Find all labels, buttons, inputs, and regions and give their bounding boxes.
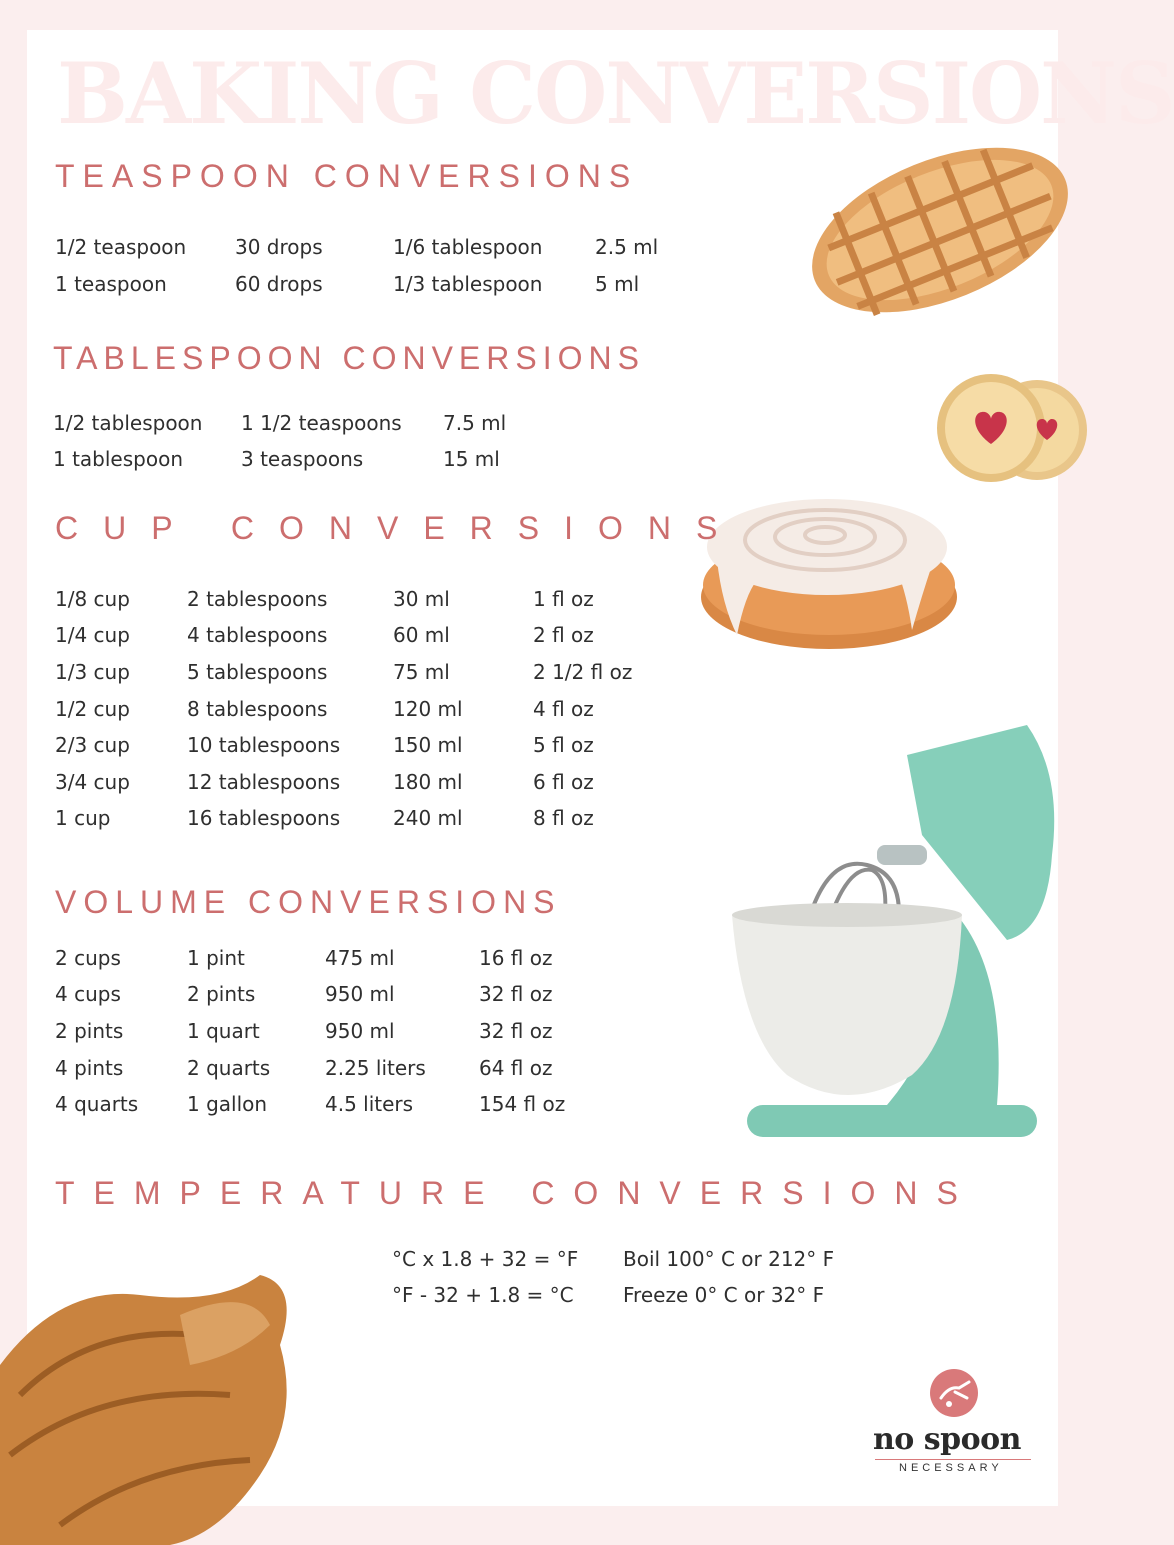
cup-cell: 5 tablespoons <box>187 660 328 684</box>
volume-cell: 2 quarts <box>187 1056 271 1080</box>
teaspoon-heading: TEASPOON CONVERSIONS <box>55 158 639 194</box>
cup-cell: 2/3 cup <box>55 733 130 757</box>
watermark-title: BAKING CONVERSIONS <box>57 44 1174 143</box>
cup-cell: 8 fl oz <box>533 806 594 830</box>
cup-cell: 3/4 cup <box>55 770 130 794</box>
volume-cell: 2.25 liters <box>325 1056 426 1080</box>
tablespoon-cell: 1 tablespoon <box>53 447 183 471</box>
cup-cell: 4 tablespoons <box>187 623 328 647</box>
logo-divider <box>875 1459 1031 1460</box>
volume-cell: 475 ml <box>325 946 395 970</box>
stand-mixer-illustration <box>707 715 1062 1145</box>
cup-cell: 180 ml <box>393 770 463 794</box>
volume-cell: 4 quarts <box>55 1092 139 1116</box>
cup-cell: 5 fl oz <box>533 733 594 757</box>
cup-cell: 150 ml <box>393 733 463 757</box>
teaspoon-cell: 1 teaspoon <box>55 272 167 296</box>
cup-cell: 2 tablespoons <box>187 587 328 611</box>
cup-cell: 2 1/2 fl oz <box>533 660 633 684</box>
teaspoon-cell: 60 drops <box>235 272 323 296</box>
volume-cell: 32 fl oz <box>479 1019 553 1043</box>
cup-cell: 4 fl oz <box>533 697 594 721</box>
tablespoon-cell: 3 teaspoons <box>241 447 364 471</box>
cup-cell: 12 tablespoons <box>187 770 341 794</box>
volume-cell: 950 ml <box>325 982 395 1006</box>
teaspoon-cell: 1/2 teaspoon <box>55 235 187 259</box>
temperature-cell: °F - 32 + 1.8 = °C <box>392 1283 574 1307</box>
croissant-illustration <box>0 1245 330 1545</box>
volume-cell: 1 quart <box>187 1019 260 1043</box>
tablespoon-heading: TABLESPOON CONVERSIONS <box>53 340 645 376</box>
volume-heading: VOLUME CONVERSIONS <box>55 884 562 920</box>
teaspoon-cell: 30 drops <box>235 235 323 259</box>
volume-cell: 32 fl oz <box>479 982 553 1006</box>
teaspoon-cell: 1/3 tablespoon <box>393 272 543 296</box>
temperature-cell: Boil 100° C or 212° F <box>623 1247 835 1271</box>
cup-cell: 75 ml <box>393 660 450 684</box>
temperature-cell: Freeze 0° C or 32° F <box>623 1283 825 1307</box>
teaspoon-cell: 1/6 tablespoon <box>393 235 543 259</box>
volume-cell: 154 fl oz <box>479 1092 566 1116</box>
cup-cell: 6 fl oz <box>533 770 594 794</box>
logo-wordmark: no spoon <box>873 1422 1021 1457</box>
page-sheet <box>27 30 1174 1506</box>
volume-cell: 16 fl oz <box>479 946 553 970</box>
volume-cell: 1 gallon <box>187 1092 268 1116</box>
cup-cell: 240 ml <box>393 806 463 830</box>
teaspoon-cell: 5 ml <box>595 272 640 296</box>
tablespoon-cell: 1/2 tablespoon <box>53 411 203 435</box>
cookies-illustration <box>929 370 1069 490</box>
waffle-illustration <box>795 130 1085 330</box>
volume-cell: 64 fl oz <box>479 1056 553 1080</box>
cup-cell: 10 tablespoons <box>187 733 341 757</box>
volume-cell: 4.5 liters <box>325 1092 414 1116</box>
tablespoon-cell: 15 ml <box>443 447 500 471</box>
cup-cell: 1 cup <box>55 806 111 830</box>
volume-cell: 1 pint <box>187 946 245 970</box>
cup-cell: 60 ml <box>393 623 450 647</box>
cup-cell: 8 tablespoons <box>187 697 328 721</box>
logo-subtitle: NECESSARY <box>899 1462 1003 1474</box>
volume-cell: 950 ml <box>325 1019 395 1043</box>
temperature-cell: °C x 1.8 + 32 = °F <box>392 1247 579 1271</box>
cup-heading: CUP CONVERSIONS <box>55 510 743 546</box>
teaspoon-cell: 2.5 ml <box>595 235 659 259</box>
volume-cell: 2 cups <box>55 946 121 970</box>
cup-cell: 1/4 cup <box>55 623 130 647</box>
volume-cell: 2 pints <box>187 982 256 1006</box>
cup-cell: 2 fl oz <box>533 623 594 647</box>
logo-hand-icon <box>929 1368 979 1418</box>
volume-cell: 4 cups <box>55 982 121 1006</box>
cup-cell: 1 fl oz <box>533 587 594 611</box>
tablespoon-cell: 1 1/2 teaspoons <box>241 411 402 435</box>
cup-cell: 16 tablespoons <box>187 806 341 830</box>
cup-cell: 1/2 cup <box>55 697 130 721</box>
cup-cell: 30 ml <box>393 587 450 611</box>
cup-cell: 1/8 cup <box>55 587 130 611</box>
cup-cell: 1/3 cup <box>55 660 130 684</box>
volume-cell: 4 pints <box>55 1056 124 1080</box>
temperature-heading: TEMPERATURE CONVERSIONS <box>55 1175 977 1211</box>
volume-cell: 2 pints <box>55 1019 124 1043</box>
cup-cell: 120 ml <box>393 697 463 721</box>
tablespoon-cell: 7.5 ml <box>443 411 507 435</box>
